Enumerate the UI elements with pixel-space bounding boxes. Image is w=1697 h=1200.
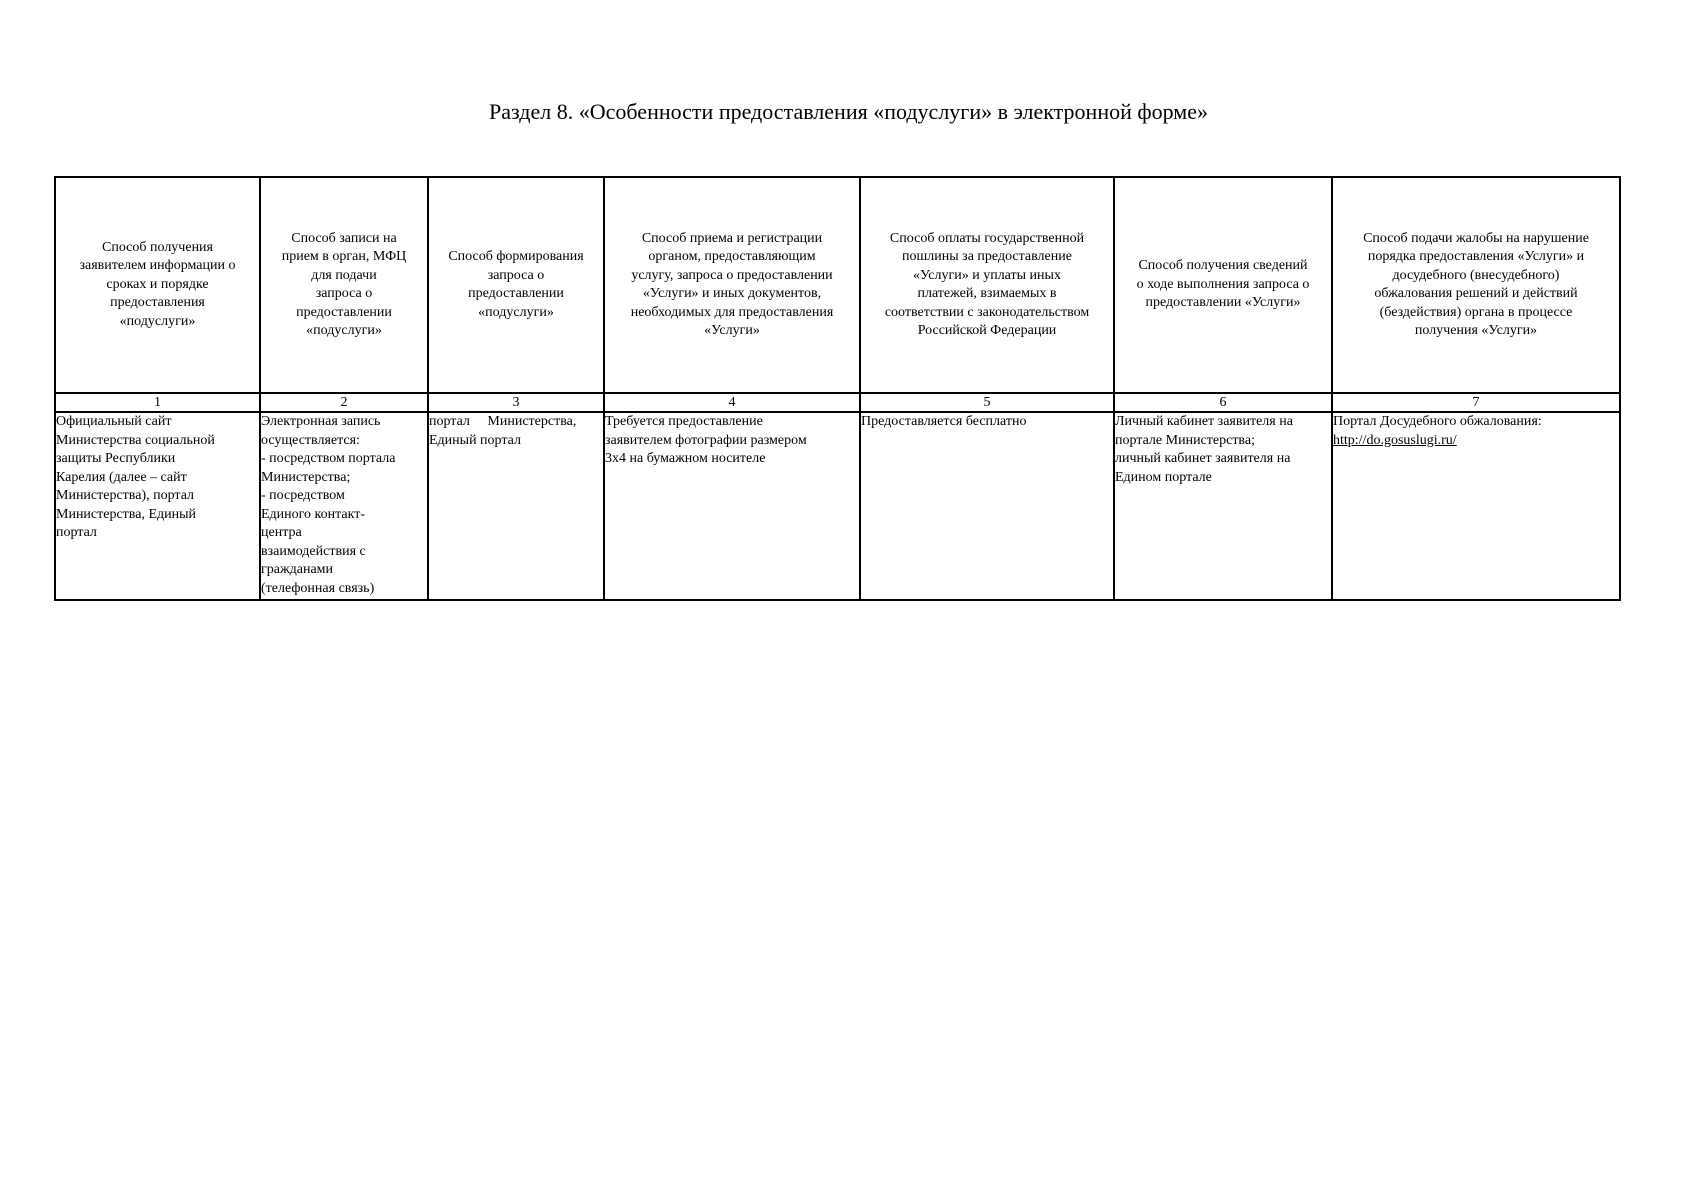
header-line: пошлины за предоставление	[902, 249, 1072, 264]
header-line: Способ подачи жалобы на нарушение	[1363, 230, 1589, 246]
header-cell	[260, 177, 428, 393]
service-table	[54, 176, 1621, 601]
header-line: соответствии с законодательством	[884, 304, 1090, 320]
header-line: обжалования решений и действий	[1374, 286, 1578, 301]
cell-line: Единый портал	[429, 432, 521, 448]
header-line: Способ получения	[102, 239, 213, 255]
info-method-cell	[55, 412, 260, 600]
cell-line: Карелия (далее – сайт	[56, 469, 187, 485]
cell-line: - посредством	[261, 488, 345, 503]
header-line: предоставления	[110, 295, 205, 311]
cell-line: осуществляется:	[261, 432, 360, 448]
cell-line: Требуется предоставление	[605, 414, 763, 429]
column-number: 2	[260, 393, 428, 412]
cell-line: Едином портале	[1115, 469, 1212, 485]
header-cell	[604, 177, 860, 393]
cell-line: Министерства, Единый	[56, 506, 196, 522]
header-cell	[55, 177, 260, 393]
header-line: Способ оплаты государственной	[889, 230, 1085, 246]
header-line: предоставлении	[296, 304, 392, 320]
cell-line: (телефонная связь)	[261, 580, 375, 596]
column-number: 7	[1332, 393, 1620, 412]
header-line: Способ приема и регистрации	[641, 230, 823, 246]
header-line: Российской Федерации	[917, 323, 1057, 338]
complaint-portal-link[interactable]: http://do.gosuslugi.ru/	[1333, 432, 1457, 448]
cell-line: Официальный сайт	[56, 414, 172, 429]
cell-line: Министерства), портал	[56, 488, 195, 503]
header-line: «подуслуги»	[478, 304, 554, 320]
cell-line: Единого контакт-	[261, 506, 366, 522]
cell-line: 3х4 на бумажном носителе	[605, 451, 766, 466]
header-line: услугу, запроса о предоставлении	[631, 267, 833, 283]
header-cell	[1332, 177, 1620, 393]
header-line: органом, предоставляющим	[648, 249, 816, 264]
header-line: предоставлении «Услуги»	[1145, 295, 1301, 311]
cell-line: заявителем фотографии размером	[605, 432, 807, 448]
header-line: для подачи	[311, 267, 377, 283]
payment-method-cell	[860, 412, 1114, 600]
cell-line: личный кабинет заявителя на	[1115, 451, 1291, 466]
header-cell	[860, 177, 1114, 393]
header-line: сроках и порядке	[106, 276, 209, 292]
header-line: (бездействия) органа в процессе	[1379, 304, 1573, 320]
cell-line: портал Министерства,	[429, 414, 577, 429]
header-line: «Услуги»	[704, 323, 760, 338]
header-line: запроса о	[487, 267, 545, 283]
cell-line: портале Министерства;	[1115, 432, 1255, 448]
header-line: досудебного (внесудебного)	[1392, 267, 1560, 283]
header-line: о ходе выполнения запроса о	[1136, 276, 1310, 292]
registration-method-cell	[604, 412, 860, 600]
cell-line: Электронная запись	[261, 414, 381, 429]
header-cell	[1114, 177, 1332, 393]
header-line: Способ получения сведений	[1138, 258, 1308, 274]
header-line: порядка предоставления «Услуги» и	[1367, 249, 1585, 264]
header-line: прием в орган, МФЦ	[281, 249, 407, 264]
appointment-method-cell	[260, 412, 428, 600]
header-line: «Услуги» и иных документов,	[642, 286, 822, 301]
column-number: 5	[860, 393, 1114, 412]
request-method-cell	[428, 412, 604, 600]
column-number-row	[55, 393, 1620, 412]
cell-line: взаимодействия с	[261, 543, 366, 559]
complaint-method-cell	[1332, 412, 1620, 600]
header-line: запроса о	[315, 286, 373, 301]
cell-line: Личный кабинет заявителя на	[1115, 414, 1293, 429]
column-number: 3	[428, 393, 604, 412]
cell-line: защиты Республики	[56, 451, 176, 466]
header-line: «подуслуги»	[306, 323, 382, 338]
header-line: Способ записи на	[291, 230, 397, 246]
cell-line: Министерства;	[261, 469, 351, 485]
cell-line: центра	[261, 525, 302, 540]
table-row	[55, 412, 1620, 600]
cell-line: портал	[56, 525, 97, 540]
cell-line: гражданами	[261, 562, 334, 577]
header-line: «Услуги» и уплаты иных	[913, 267, 1061, 283]
cell-line: Портал Досудебного обжалования:	[1333, 414, 1542, 429]
column-number: 1	[55, 393, 260, 412]
header-line: «подуслуги»	[119, 313, 196, 329]
header-line: платежей, взимаемых в	[917, 286, 1057, 301]
header-line: необходимых для предоставления	[630, 304, 834, 320]
header-row	[55, 177, 1620, 393]
page-title: Раздел 8. «Особенности предоставления «подуслуги» в электронной форме»	[489, 99, 1208, 124]
header-line: Способ формирования	[448, 249, 584, 264]
status-method-cell	[1114, 412, 1332, 600]
header-line: получения «Услуги»	[1414, 323, 1538, 338]
header-cell	[428, 177, 604, 393]
cell-line: Министерства социальной	[56, 432, 215, 448]
cell-line: Предоставляется бесплатно	[861, 414, 1027, 429]
column-number: 6	[1114, 393, 1332, 412]
column-number: 4	[604, 393, 860, 412]
header-line: предоставлении	[468, 286, 564, 301]
header-line: заявителем информации о	[79, 258, 236, 274]
cell-line: - посредством портала	[261, 451, 396, 466]
